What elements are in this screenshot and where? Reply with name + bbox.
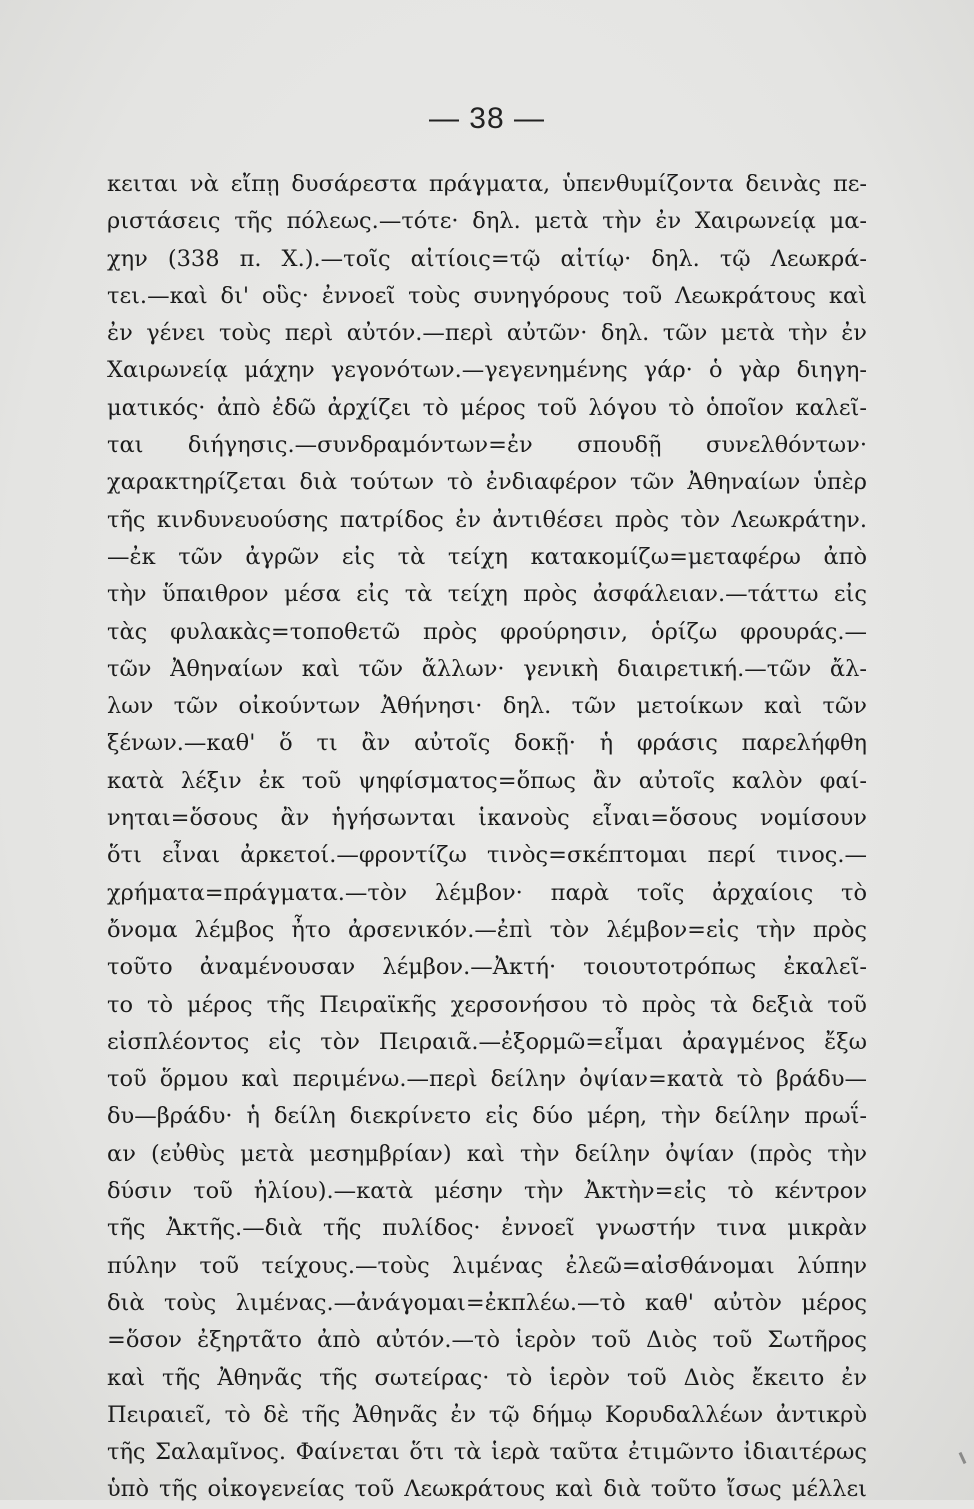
text-line: χαρακτηρίζεται διὰ τούτων τὸ ἐνδιαφέρον τῶν Ἀθηναίων ὑπὲρ xyxy=(107,469,867,496)
text-line: διὰ τοὺς λιμένας.—ἀνάγομαι=ἐκπλέω.—τὸ καθ' αὐτὸν μέρος xyxy=(107,1289,867,1316)
text-line: =ὅσον ἐξηρτᾶτο ἀπὸ αὐτόν.—τὸ ἱερὸν τοῦ Διὸς τοῦ Σωτῆρος xyxy=(107,1327,867,1354)
text-line: ὅτι εἶναι ἀρκετοί.—φροντίζω τινὸς=σκέπτομαι περί τινος.— xyxy=(107,842,867,869)
text-line: Πειραιεῖ, τὸ δὲ τῆς Ἀθηνᾶς ἐν τῷ δήμῳ Κορυδαλλέων ἀντικρὺ xyxy=(107,1401,867,1428)
text-line: το τὸ μέρος τῆς Πειραϊκῆς χερσονήσου τὸ πρὸς τὰ δεξιὰ τοῦ xyxy=(107,991,867,1018)
text-line: τῆς κινδυνευούσης πατρίδος ἐν ἀντιθέσει πρὸς τὸν Λεωκράτην. xyxy=(107,506,867,533)
text-line: τοῦ ὅρμου καὶ περιμένω.—περὶ δείλην ὀψίαν=κατὰ τὸ βράδυ— xyxy=(107,1066,867,1093)
text-line: ριστάσεις τῆς πόλεως.—τότε· δηλ. μετὰ τὴν ἐν Χαιρωνείᾳ μα- xyxy=(107,208,867,235)
text-line: λων τῶν οἰκούντων Ἀθήνησι· δηλ. τῶν μετοίκων καὶ τῶν xyxy=(107,693,867,720)
text-line: πύλην τοῦ τείχους.—τοὺς λιμένας ἐλεῶ=αἰσθάνομαι λύπην xyxy=(107,1252,867,1279)
text-line: Χαιρωνείᾳ μάχην γεγονότων.—γεγενημένης γάρ· ὁ γὰρ διηγη- xyxy=(107,357,867,384)
text-line: δύσιν τοῦ ἡλίου).—κατὰ μέσην τὴν Ἀκτὴν=εἰς τὸ κέντρον xyxy=(107,1178,867,1205)
text-line: τὴν ὕπαιθρον μέσα εἰς τὰ τείχη πρὸς ἀσφάλειαν.—τάττω εἰς xyxy=(107,581,867,608)
text-line: κατὰ λέξιν ἐκ τοῦ ψηφίσματος=ὅπως ἂν αὐτοῖς καλὸν φαί- xyxy=(107,767,867,794)
text-line: —ἐκ τῶν ἀγρῶν εἰς τὰ τείχη κατακομίζω=μεταφέρω ἀπὸ xyxy=(107,543,867,570)
text-line: χην (338 π. Χ.).—τοῖς αἰτίοις=τῷ αἰτίῳ· δηλ. τῷ Λεωκρά- xyxy=(107,245,867,272)
body-text xyxy=(107,166,867,1509)
text-line: ται διήγησις.—συνδραμόντων=ἐν σπουδῇ συνελθόντων· xyxy=(107,432,867,459)
text-line: νηται=ὅσους ἂν ἡγήσωνται ἱκανοὺς εἶναι=ὅσους νομίσουν xyxy=(107,805,867,832)
text-line: αν (εὐθὺς μετὰ μεσημβρίαν) καὶ τὴν δείλην ὀψίαν (πρὸς τὴν xyxy=(107,1140,867,1167)
text-line: τει.—καὶ δι' οὓς· ἐννοεῖ τοὺς συνηγόρους τοῦ Λεωκράτους καὶ xyxy=(107,282,867,309)
text-line: ὑπὸ τῆς οἰκογενείας τοῦ Λεωκράτους καὶ διὰ τοῦτο ἴσως μέλλει xyxy=(107,1476,867,1503)
text-line: χρήματα=πράγματα.—τὸν λέμβον· παρὰ τοῖς ἀρχαίοις τὸ xyxy=(107,879,867,906)
text-line: τῆς Ἀκτῆς.—διὰ τῆς πυλίδος· ἐννοεῖ γνωστήν τινα μικρὰν xyxy=(107,1215,867,1242)
text-line: δυ—βράδυ· ἡ δείλη διεκρίνετο εἰς δύο μέρη, τὴν δείλην πρωΐ- xyxy=(107,1103,867,1130)
text-line: καὶ τῆς Ἀθηνᾶς τῆς σωτείρας· τὸ ἱερὸν τοῦ Διὸς ἔκειτο ἐν xyxy=(107,1364,867,1391)
text-line: τῶν Ἀθηναίων καὶ τῶν ἄλλων· γενικὴ διαιρετική.—τῶν ἄλ- xyxy=(107,655,867,682)
text-line: εἰσπλέοντος εἰς τὸν Πειραιᾶ.—ἐξορμῶ=εἶμαι ἀραγμένος ἔξω xyxy=(107,1028,867,1055)
text-line: ὄνομα λέμβος ἦτο ἀρσενικόν.—ἐπὶ τὸν λέμβον=εἰς τὴν πρὸς xyxy=(107,916,867,943)
page-number: — 38 — xyxy=(428,102,546,135)
text-line: τὰς φυλακὰς=τοποθετῶ πρὸς φρούρησιν, ὁρίζω φρουράς.— xyxy=(107,618,867,645)
text-line: ξένων.—καθ' ὅ τι ἂν αὐτοῖς δοκῇ· ἡ φράσις παρελήφθη xyxy=(107,730,867,757)
text-line: ματικός· ἀπὸ ἐδῶ ἀρχίζει τὸ μέρος τοῦ λόγου τὸ ὁποῖον καλεῖ- xyxy=(107,394,867,421)
text-line: κειται νὰ εἴπῃ δυσάρεστα πράγματα, ὑπενθυμίζοντα δεινὰς πε- xyxy=(107,171,867,197)
text-line: τοῦτο ἀναμένουσαν λέμβον.—Ἀκτή· τοιουτοτρόπως ἐκαλεῖ- xyxy=(107,954,867,981)
text-line: τῆς Σαλαμῖνος. Φαίνεται ὅτι τὰ ἱερὰ ταῦτα ἐτιμῶντο ἰδιαιτέρως xyxy=(107,1439,867,1466)
paper-speck xyxy=(959,1452,967,1464)
text-line: ἐν γένει τοὺς περὶ αὐτόν.—περὶ αὐτῶν· δηλ. τῶν μετὰ τὴν ἐν xyxy=(107,320,867,347)
